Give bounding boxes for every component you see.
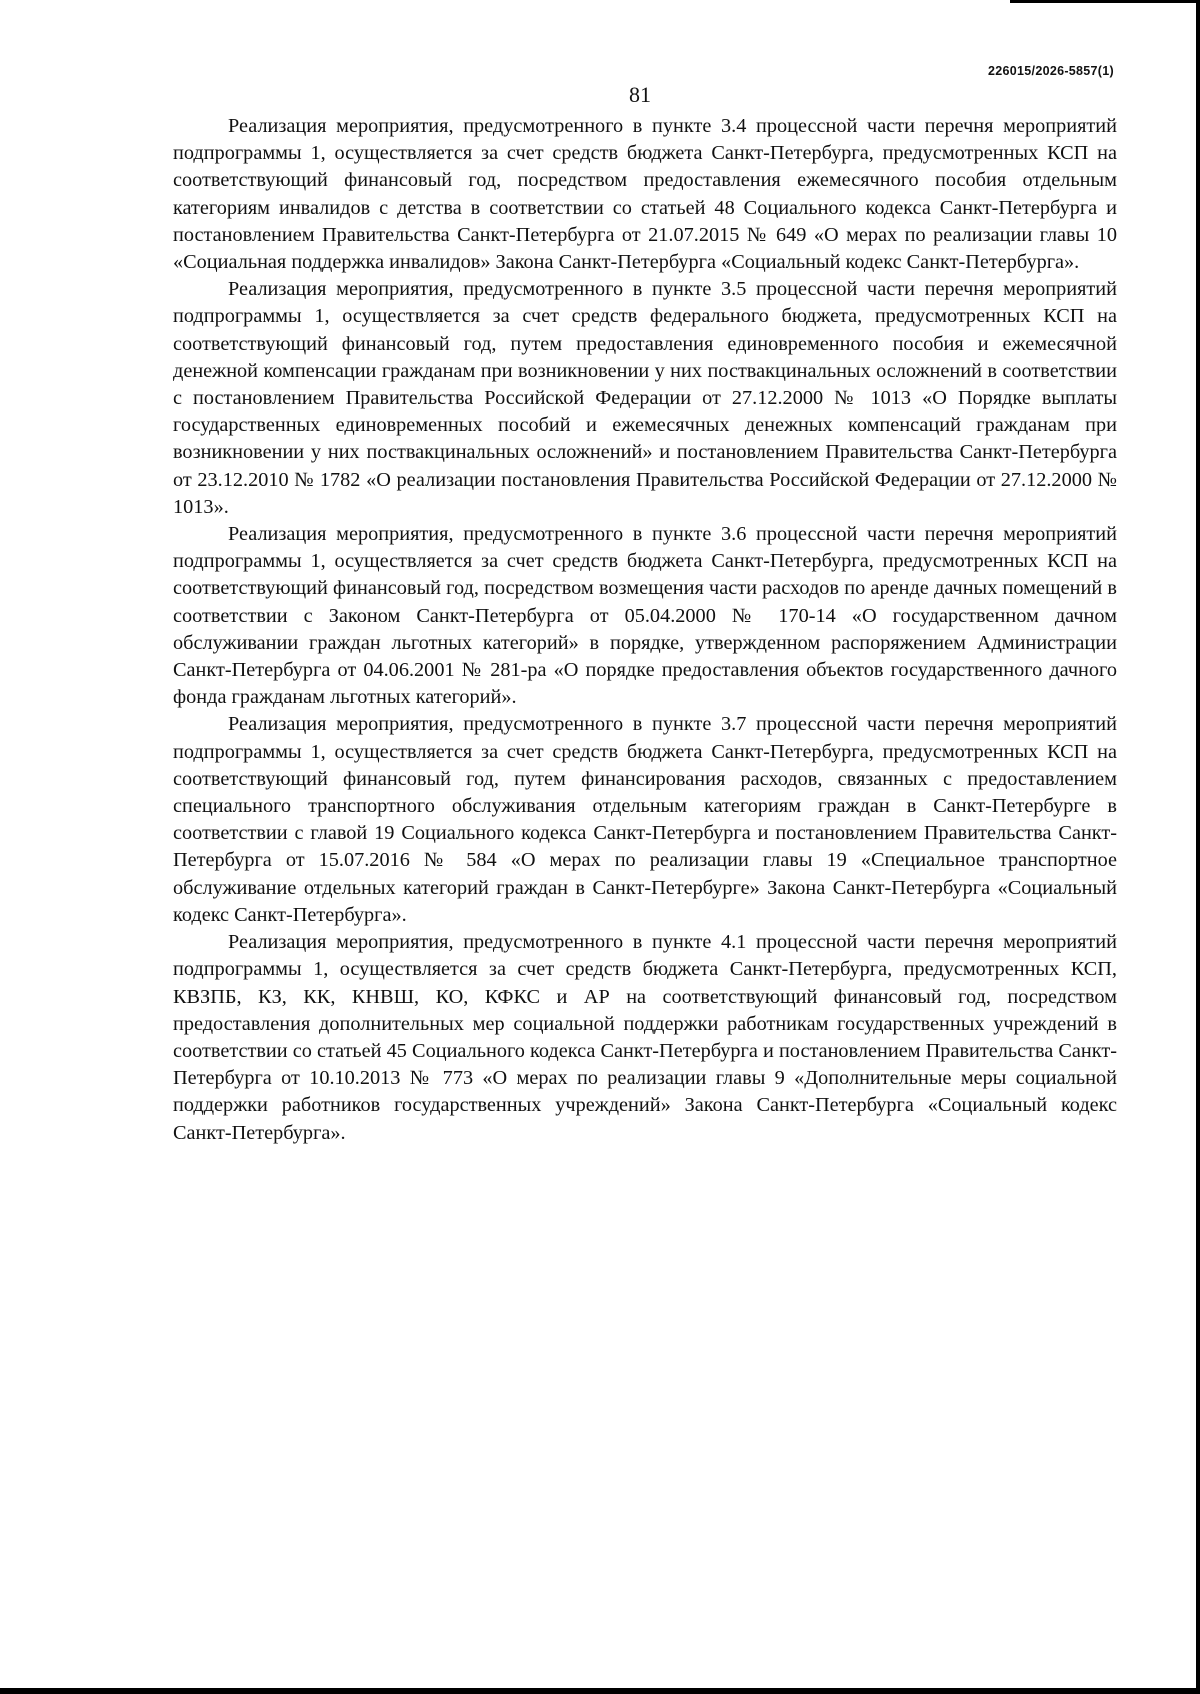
document-body <box>173 113 1117 1147</box>
paragraph-measure-4-1: Реализация мероприятия, предусмотренного в пункте 4.1 процессной части перечня мероприятий подпрограммы 1, осуществляется за счет средств бюджета Санкт-Петербурга, предусмотренных КСП, КВЗПБ, КЗ, КК, КНВШ, КО, КФКС и АР на соответствующий финансовый год, посредством предоставления дополнительных мер социальной поддержки работникам государственных учреждений в соответствии со статьей 45 Социального кодекса Санкт-Петербурга и постановлением Правительства Санкт-Петербурга от 10.10.2013 № 773 «О мерах по реализации главы 9 «Дополнительные меры социальной поддержки работников государственных учреждений» Закона Санкт-Петербурга «Социальный кодекс Санкт-Петербурга». <box>173 931 1117 1144</box>
paragraph-measure-3-7: Реализация мероприятия, предусмотренного в пункте 3.7 процессной части перечня мероприятий подпрограммы 1, осуществляется за счет средств бюджета Санкт-Петербурга, предусмотренных КСП на соответствующий финансовый год, путем финансирования расходов, связанных с предоставлением специального транспортного обслуживания отдельным категориям граждан в Санкт-Петербурге в соответствии с главой 19 Социального кодекса Санкт-Петербурга и постановлением Правительства Санкт-Петербурга от 15.07.2016 № 584 «О мерах по реализации главы 19 «Специальное транспортное обслуживание отдельных категорий граждан в Санкт-Петербурге» Закона Санкт-Петербурга «Социальный кодекс Санкт-Петербурга». <box>173 713 1117 926</box>
scan-edge-bottom <box>0 1688 1200 1694</box>
paragraph-measure-3-6: Реализация мероприятия, предусмотренного в пункте 3.6 процессной части перечня мероприятий подпрограммы 1, осуществляется за счет средств бюджета Санкт-Петербурга, предусмотренных КСП на соответствующий финансовый год, посредством возмещения части расходов по аренде дачных помещений в соответствии с Законом Санкт-Петербурга от 05.04.2000 № 170-14 «О государственном дачном обслуживании граждан льготных категорий» в порядке, утвержденном распоряжением Администрации Санкт-Петербурга от 04.06.2001 № 281-ра «О порядке предоставления объектов государственного дачного фонда гражданам льготных категорий». <box>173 523 1117 709</box>
paragraph-measure-3-4: Реализация мероприятия, предусмотренного в пункте 3.4 процессной части перечня мероприятий подпрограммы 1, осуществляется за счет средств бюджета Санкт-Петербурга, предусмотренных КСП на соответствующий финансовый год, посредством предоставления ежемесячного пособия отдельным категориям инвалидов с детства в соответствии со статьей 48 Социального кодекса Санкт-Петербурга и постановлением Правительства Санкт-Петербурга от 21.07.2015 № 649 «О мерах по реализации главы 10 «Социальная поддержка инвалидов» Закона Санкт-Петербурга «Социальный кодекс Санкт-Петербурга». <box>173 115 1117 274</box>
scan-edge-top <box>1010 0 1200 3</box>
page-number: 81 <box>629 82 651 107</box>
document-number: 226015/2026-5857(1) <box>988 64 1114 78</box>
paragraph-measure-3-5: Реализация мероприятия, предусмотренного в пункте 3.5 процессной части перечня мероприятий подпрограммы 1, осуществляется за счет средств федерального бюджета, предусмотренных КСП на соответствующий финансовый год, путем предоставления единовременного пособия и ежемесячной денежной компенсации гражданам при возникновении у них поствакцинальных осложнений в соответствии с постановлением Правительства Российской Федерации от 27.12.2000 № 1013 «О Порядке выплаты государственных единовременных пособий и ежемесячных денежных компенсаций гражданам при возникновении у них поствакцинальных осложнений» и постановлением Правительства Санкт-Петербурга от 23.12.2010 № 1782 «О реализации постановления Правительства Российской Федерации от 27.12.2000 № 1013». <box>173 278 1117 518</box>
scan-edge-right <box>1196 0 1200 1694</box>
